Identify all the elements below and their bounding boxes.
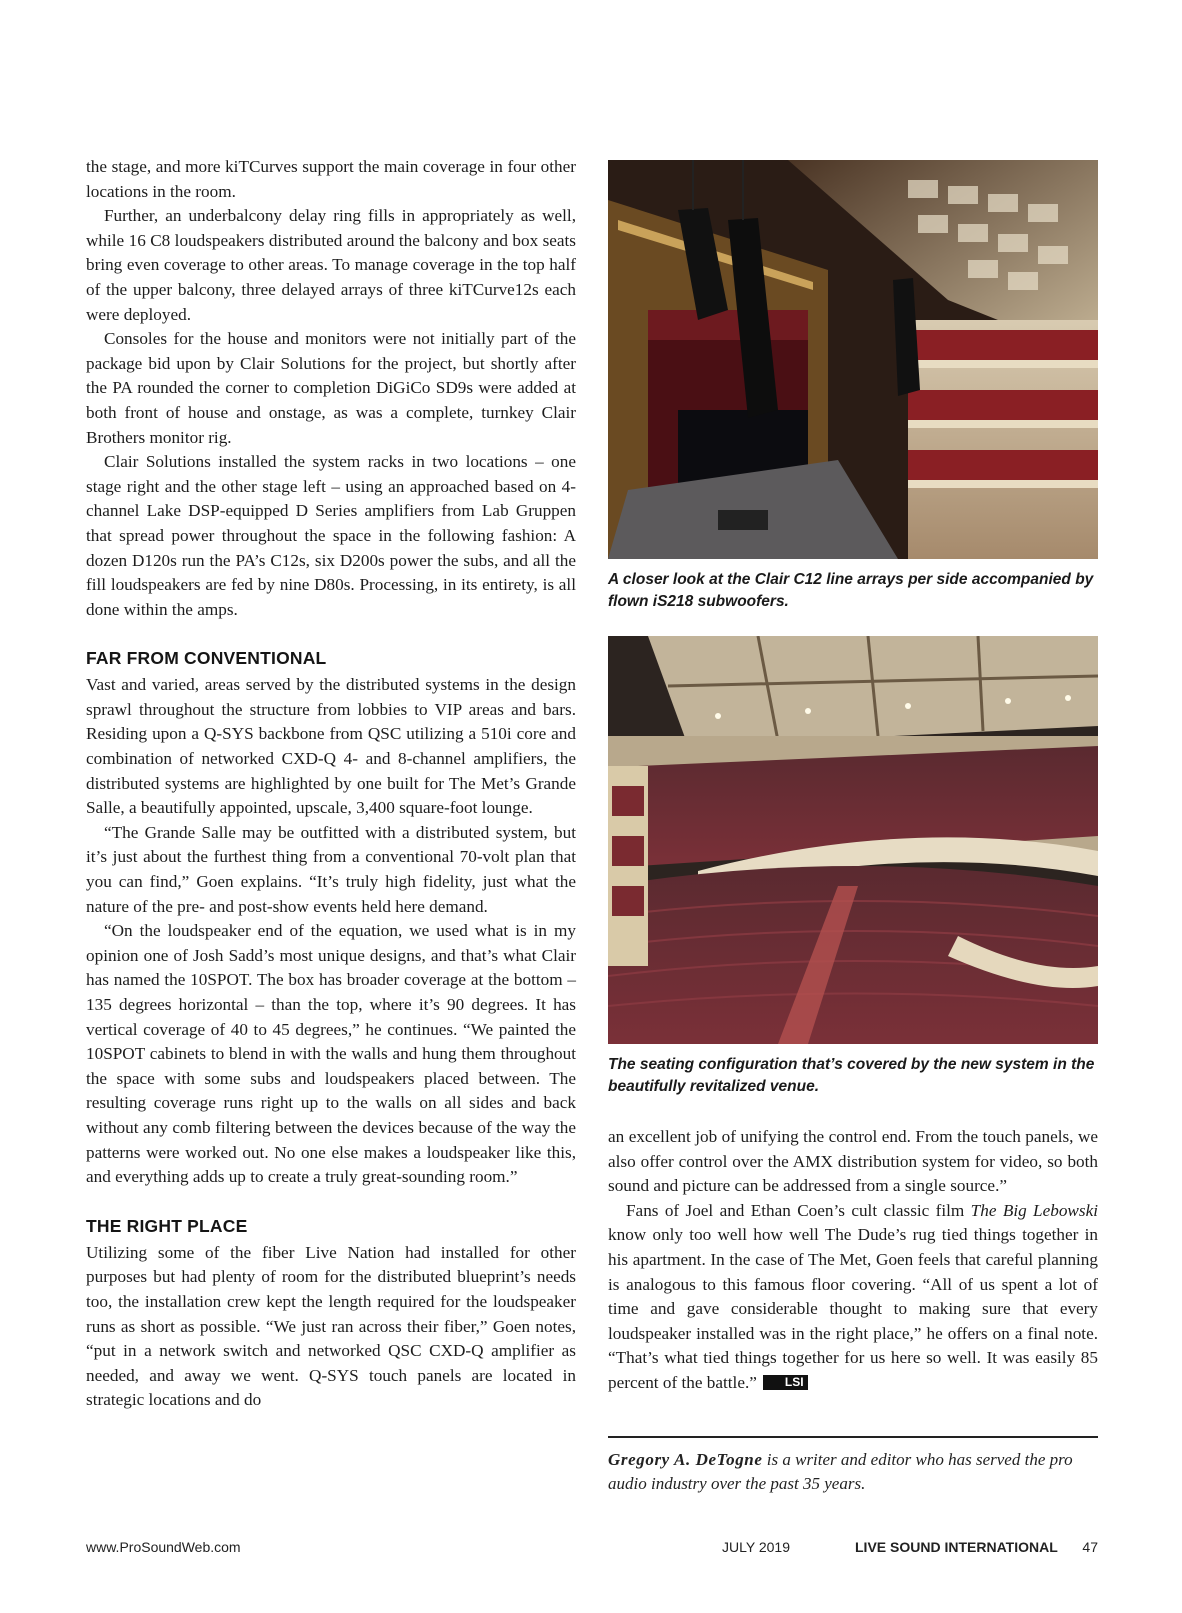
author-bio-text: is a writer and editor who has served the pro audio industry over the past 35 years. <box>608 1450 1073 1493</box>
paragraph: the stage, and more kiTCurves support the main coverage in four other locations in the room. <box>86 157 576 201</box>
paragraph: “The Grande Salle may be outfitted with a distributed system, but it’s just about the furthest thing from a conventional 70-volt plan that you can find,” Goen explains. “It’s truly high fidelity, just what the nature of the pre- and post-show events held here demand. <box>86 822 576 916</box>
paragraph: Consoles for the house and monitors were not initially part of the package bid upon by Clair Solutions for the project, but shortly after the PA rounded the corner to completion DiGiCo SD9s were added at both front of house and onstage, as was a complete, turnkey Clair Brothers monitor rig. <box>86 329 576 447</box>
paragraph: an excellent job of unifying the control end. From the touch panels, we also offer control over the AMX distribution system for video, so both sound and picture can be addressed from a single source.” <box>608 1127 1098 1196</box>
left-column <box>86 155 576 1413</box>
paragraph-text: Fans of Joel and Ethan Coen’s cult classic film <box>626 1200 971 1220</box>
author-bio <box>608 1436 1098 1496</box>
author-name: Gregory A. DeTogne <box>608 1450 763 1469</box>
paragraph: Clair Solutions installed the system racks in two locations – one stage right and the other stage left – using an approached based on 4-channel Lake DSP-equipped D Series amplifiers from Lab Gruppen that spread power throughout the space in the following fashion: A dozen D120s run the PA’s C12s, six D200s power the subs, and all the fill loudspeakers are fed by nine D80s. Processing, in its entirety, is all done within the amps. <box>86 452 576 619</box>
photo-caption: A closer look at the Clair C12 line arrays per side accompanied by flown iS218 subwoofers. <box>608 571 1094 610</box>
right-column-text <box>608 1125 1098 1396</box>
footer-date: JULY 2019 <box>722 1539 790 1555</box>
paragraph: Utilizing some of the fiber Live Nation had installed for other purposes but had plenty of room for the distributed blueprint’s needs too, the installation crew kept the length required for the loudspeaker runs as short as possible. “We just ran across their fiber,” Goen notes, “put in a network switch and networked QSC CXD-Q amplifier as needed, and away we went. Q-SYS touch panels are located in strategic locations and do <box>86 1242 576 1410</box>
paragraph-text: know only too well how well The Dude’s rug tied things together in his apartment. In the case of The Met, Goen feels that careful planning is analogous to this famous floor covering. “All of us spent a lot of time and gave considerable thought to making sure that every loudspeaker installed was in the right place,” he offers on a final note. “That’s what tied things together for us here so well. It was easily 85 percent of the battle.” <box>608 1225 1098 1392</box>
paragraph: Vast and varied, areas served by the distributed systems in the design sprawl throughout the structure from lobbies to VIP areas and bars. Residing upon a Q-SYS backbone from QSC utilizing a 510i core and combination of networked CXD-Q 4- and 8-channel amplifiers, the distributed systems are highlighted by one built for The Met’s Grande Salle, a beautifully appointed, upscale, 3,400 square-foot lounge. <box>86 675 576 818</box>
paragraph: Further, an underbalcony delay ring fills in appropriately as well, while 16 C8 loudspeakers distributed around the balcony and box seats bring even coverage to other areas. To manage coverage in the top half of the upper balcony, three delayed arrays of three kiTCurve12s each were deployed. <box>86 206 576 324</box>
footer-magazine: LIVE SOUND INTERNATIONAL <box>855 1539 1058 1555</box>
footer-url[interactable]: www.ProSoundWeb.com <box>86 1539 241 1555</box>
page-number: 47 <box>1082 1539 1098 1555</box>
paragraph <box>608 1199 1098 1396</box>
photo-caption: The seating configuration that’s covered by the new system in the beautifully revitalized venue. <box>608 1056 1095 1095</box>
section-heading: THE RIGHT PLACE <box>86 1215 248 1236</box>
film-title: The Big Lebowski <box>970 1200 1098 1220</box>
end-mark: LSI <box>763 1375 808 1390</box>
section-heading: FAR FROM CONVENTIONAL <box>86 648 327 669</box>
page-footer <box>86 1539 1098 1559</box>
photo-line-arrays <box>608 160 1098 559</box>
photo-seating <box>608 636 1098 1044</box>
paragraph: “On the loudspeaker end of the equation, we used what is in my opinion one of Josh Sadd’s most unique designs, and that’s what Clair has named the 10SPOT. The box has broader coverage at the bottom – 135 degrees horizontal – than the top, where it’s 90 degrees. It has vertical coverage of 40 to 45 degrees,” he continues. “We painted the 10SPOT cabinets to blend in with the walls and hung them throughout the space with some subs and loudspeakers placed between. The resulting coverage runs right up to the walls on all sides and back without any comb filtering between the devices because of the way the patterns were worked out. No one else makes a loudspeaker like this, and everything adds up to create a truly great-sounding room.” <box>86 921 576 1187</box>
